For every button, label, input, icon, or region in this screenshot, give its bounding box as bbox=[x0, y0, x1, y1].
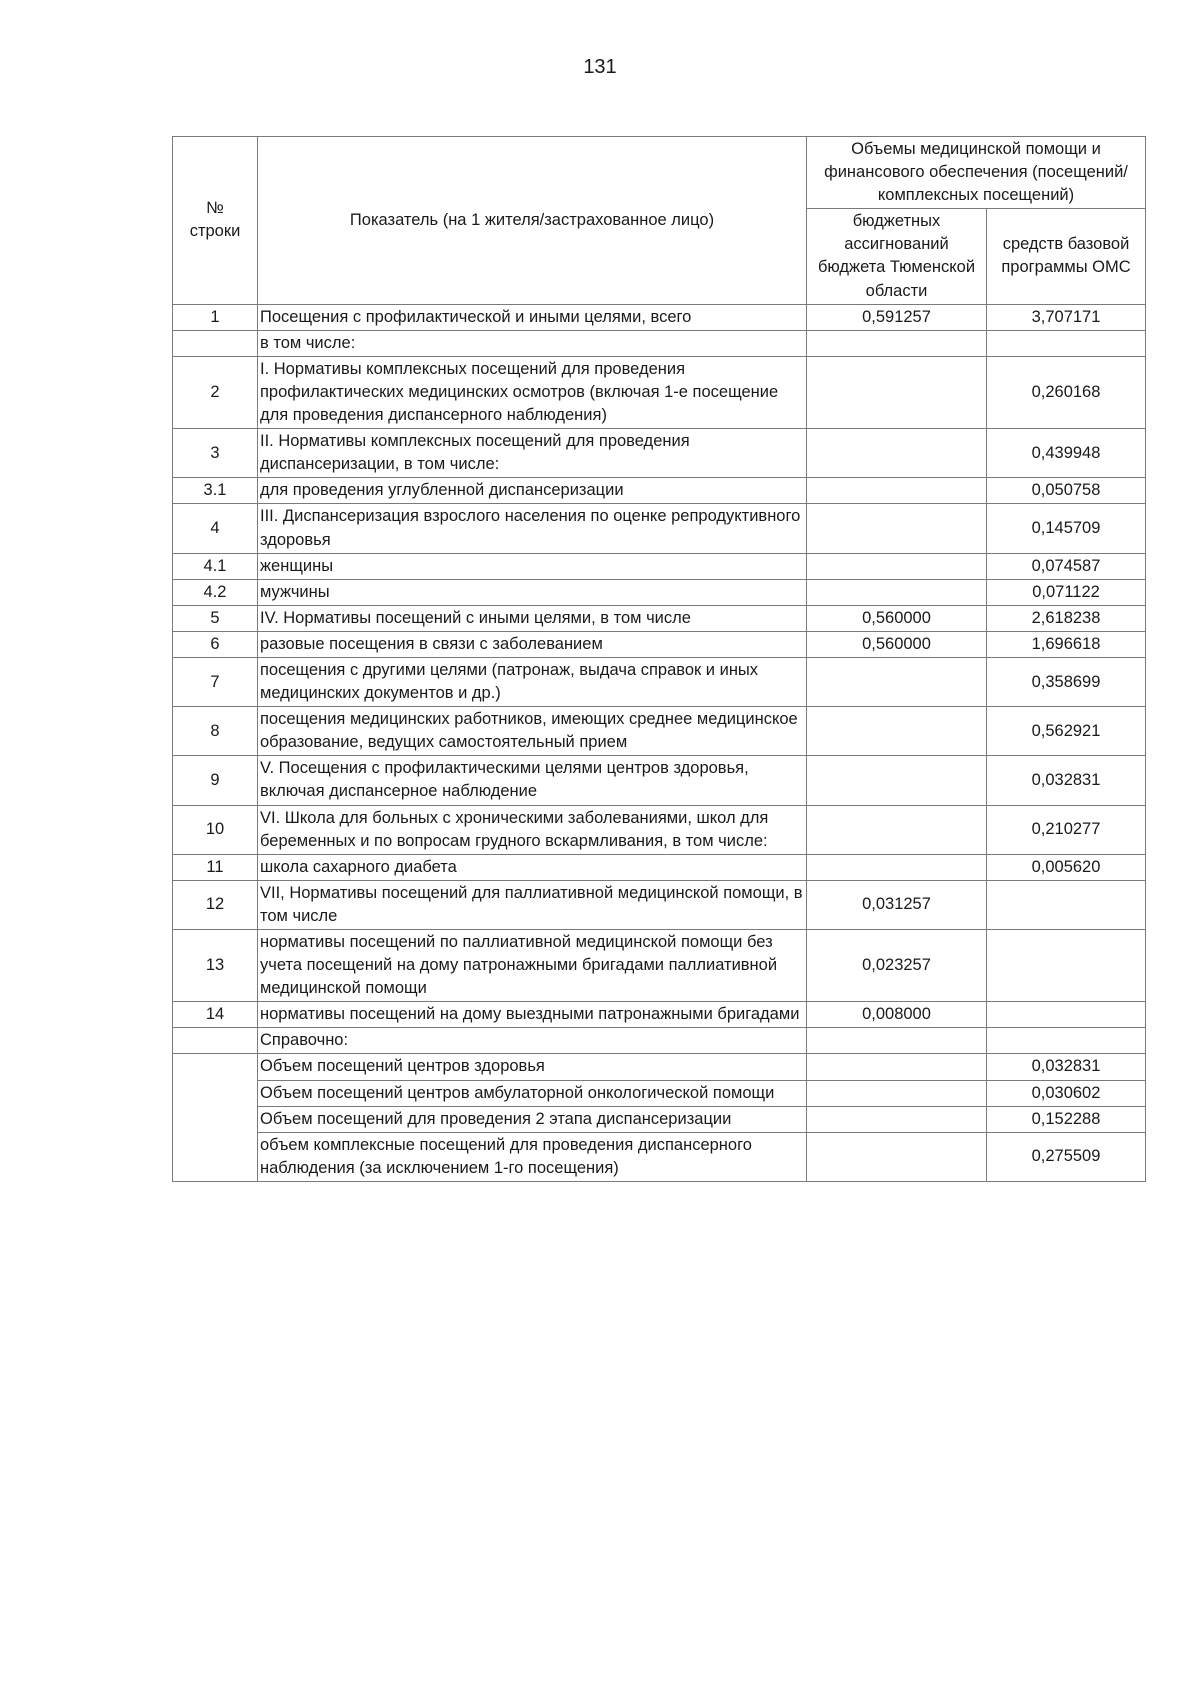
row-oms-value: 3,707171 bbox=[987, 304, 1146, 330]
table-row bbox=[173, 504, 1146, 553]
header-group: Объемы медицинской помощи и финансового обеспечения (посещений/ комплексных посещений) bbox=[807, 137, 1146, 209]
reference-budget-value bbox=[807, 1080, 987, 1106]
page-number: 131 bbox=[583, 56, 617, 78]
row-indicator: Справочно: bbox=[258, 1028, 807, 1054]
row-indicator: IV. Нормативы посещений с иными целями, в том числе bbox=[258, 605, 807, 631]
row-budget-value: 0,008000 bbox=[807, 1002, 987, 1028]
row-budget-value: 0,031257 bbox=[807, 880, 987, 929]
row-budget-value bbox=[807, 854, 987, 880]
table-row bbox=[173, 631, 1146, 657]
reference-indicator: Объем посещений для проведения 2 этапа диспансеризации bbox=[258, 1106, 807, 1132]
row-oms-value: 0,145709 bbox=[987, 504, 1146, 553]
row-number: 3 bbox=[173, 429, 258, 478]
table-row bbox=[173, 356, 1146, 428]
row-oms-value: 0,439948 bbox=[987, 429, 1146, 478]
row-indicator: VI. Школа для больных с хроническими заболеваниями, школ для беременных и по вопросам грудного вскармливания, в том числе: bbox=[258, 805, 807, 854]
reference-indicator: объем комплексные посещений для проведения диспансерного наблюдения (за исключением 1-го посещения) bbox=[258, 1132, 807, 1181]
reference-budget-value bbox=[807, 1054, 987, 1080]
row-number: 10 bbox=[173, 805, 258, 854]
row-oms-value: 2,618238 bbox=[987, 605, 1146, 631]
header-indicator: Показатель (на 1 жителя/застрахованное лицо) bbox=[258, 137, 807, 305]
row-indicator: нормативы посещений по паллиативной медицинской помощи без учета посещений на дому патронажными бригадами паллиативной медицинской помощи bbox=[258, 930, 807, 1002]
row-indicator: II. Нормативы комплексных посещений для проведения диспансеризации, в том числе: bbox=[258, 429, 807, 478]
row-indicator: школа сахарного диабета bbox=[258, 854, 807, 880]
row-indicator: VII, Нормативы посещений для паллиативной медицинской помощи, в том числе bbox=[258, 880, 807, 929]
row-number: 1 bbox=[173, 304, 258, 330]
row-budget-value bbox=[807, 805, 987, 854]
row-number: 4.2 bbox=[173, 579, 258, 605]
table-row bbox=[173, 304, 1146, 330]
table-body bbox=[173, 304, 1146, 1181]
table-row bbox=[173, 553, 1146, 579]
table-row bbox=[173, 1028, 1146, 1054]
row-number bbox=[173, 1028, 258, 1054]
row-number: 8 bbox=[173, 707, 258, 756]
row-indicator: для проведения углубленной диспансеризации bbox=[258, 478, 807, 504]
table-row bbox=[173, 756, 1146, 805]
row-budget-value bbox=[807, 504, 987, 553]
table-row bbox=[173, 429, 1146, 478]
row-number: 5 bbox=[173, 605, 258, 631]
row-oms-value bbox=[987, 880, 1146, 929]
row-budget-value bbox=[807, 478, 987, 504]
row-indicator: посещения медицинских работников, имеющих среднее медицинское образование, ведущих самостоятельный прием bbox=[258, 707, 807, 756]
row-number: 4 bbox=[173, 504, 258, 553]
row-budget-value bbox=[807, 707, 987, 756]
row-number: 11 bbox=[173, 854, 258, 880]
row-number: 12 bbox=[173, 880, 258, 929]
row-indicator: Посещения с профилактической и иными целями, всего bbox=[258, 304, 807, 330]
reference-oms-value: 0,152288 bbox=[987, 1106, 1146, 1132]
reference-number-cell bbox=[173, 1054, 258, 1181]
row-oms-value: 1,696618 bbox=[987, 631, 1146, 657]
row-oms-value: 0,358699 bbox=[987, 657, 1146, 706]
row-budget-value bbox=[807, 1028, 987, 1054]
reference-row bbox=[173, 1106, 1146, 1132]
row-indicator: III. Диспансеризация взрослого населения по оценке репродуктивного здоровья bbox=[258, 504, 807, 553]
row-indicator: женщины bbox=[258, 553, 807, 579]
row-number: 7 bbox=[173, 657, 258, 706]
reference-oms-value: 0,275509 bbox=[987, 1132, 1146, 1181]
row-indicator: I. Нормативы комплексных посещений для проведения профилактических медицинских осмотров (включая 1-е посещение для проведения диспансерного наблюдения) bbox=[258, 356, 807, 428]
reference-budget-value bbox=[807, 1132, 987, 1181]
table-row bbox=[173, 330, 1146, 356]
volumes-table bbox=[172, 136, 1146, 1182]
reference-oms-value: 0,032831 bbox=[987, 1054, 1146, 1080]
row-number: 4.1 bbox=[173, 553, 258, 579]
row-number: 6 bbox=[173, 631, 258, 657]
header-col-budget: бюджетных ассигнований бюджета Тюменской области bbox=[807, 209, 987, 304]
table-row bbox=[173, 1002, 1146, 1028]
header-row-no: № строки bbox=[173, 137, 258, 305]
row-oms-value: 0,074587 bbox=[987, 553, 1146, 579]
table-row bbox=[173, 605, 1146, 631]
row-budget-value bbox=[807, 756, 987, 805]
row-oms-value: 0,260168 bbox=[987, 356, 1146, 428]
row-number: 2 bbox=[173, 356, 258, 428]
row-budget-value: 0,591257 bbox=[807, 304, 987, 330]
row-number: 9 bbox=[173, 756, 258, 805]
row-budget-value: 0,023257 bbox=[807, 930, 987, 1002]
row-budget-value: 0,560000 bbox=[807, 631, 987, 657]
row-oms-value: 0,210277 bbox=[987, 805, 1146, 854]
row-oms-value: 0,032831 bbox=[987, 756, 1146, 805]
row-budget-value: 0,560000 bbox=[807, 605, 987, 631]
row-number bbox=[173, 330, 258, 356]
row-budget-value bbox=[807, 330, 987, 356]
row-number: 13 bbox=[173, 930, 258, 1002]
header-col-oms: средств базовой программы ОМС bbox=[987, 209, 1146, 304]
table-row bbox=[173, 880, 1146, 929]
header-row bbox=[173, 137, 1146, 209]
row-oms-value bbox=[987, 1028, 1146, 1054]
table-row bbox=[173, 657, 1146, 706]
reference-row bbox=[173, 1132, 1146, 1181]
table-row bbox=[173, 478, 1146, 504]
row-budget-value bbox=[807, 579, 987, 605]
row-indicator: V. Посещения с профилактическими целями центров здоровья, включая диспансерное наблюдение bbox=[258, 756, 807, 805]
table-row bbox=[173, 579, 1146, 605]
row-budget-value bbox=[807, 553, 987, 579]
row-indicator: мужчины bbox=[258, 579, 807, 605]
table-row bbox=[173, 930, 1146, 1002]
row-indicator: посещения с другими целями (патронаж, выдача справок и иных медицинских документов и др.) bbox=[258, 657, 807, 706]
row-oms-value bbox=[987, 1002, 1146, 1028]
row-oms-value: 0,562921 bbox=[987, 707, 1146, 756]
reference-indicator: Объем посещений центров здоровья bbox=[258, 1054, 807, 1080]
row-oms-value bbox=[987, 330, 1146, 356]
row-budget-value bbox=[807, 429, 987, 478]
reference-row bbox=[173, 1054, 1146, 1080]
row-budget-value bbox=[807, 356, 987, 428]
row-number: 3.1 bbox=[173, 478, 258, 504]
table-row bbox=[173, 805, 1146, 854]
row-oms-value: 0,050758 bbox=[987, 478, 1146, 504]
table-row bbox=[173, 707, 1146, 756]
reference-indicator: Объем посещений центров амбулаторной онкологической помощи bbox=[258, 1080, 807, 1106]
table-row bbox=[173, 854, 1146, 880]
row-indicator: нормативы посещений на дому выездными патронажными бригадами bbox=[258, 1002, 807, 1028]
row-indicator: в том числе: bbox=[258, 330, 807, 356]
row-number: 14 bbox=[173, 1002, 258, 1028]
row-oms-value bbox=[987, 930, 1146, 1002]
row-budget-value bbox=[807, 657, 987, 706]
reference-budget-value bbox=[807, 1106, 987, 1132]
reference-row bbox=[173, 1080, 1146, 1106]
reference-oms-value: 0,030602 bbox=[987, 1080, 1146, 1106]
row-indicator: разовые посещения в связи с заболеванием bbox=[258, 631, 807, 657]
row-oms-value: 0,071122 bbox=[987, 579, 1146, 605]
row-oms-value: 0,005620 bbox=[987, 854, 1146, 880]
